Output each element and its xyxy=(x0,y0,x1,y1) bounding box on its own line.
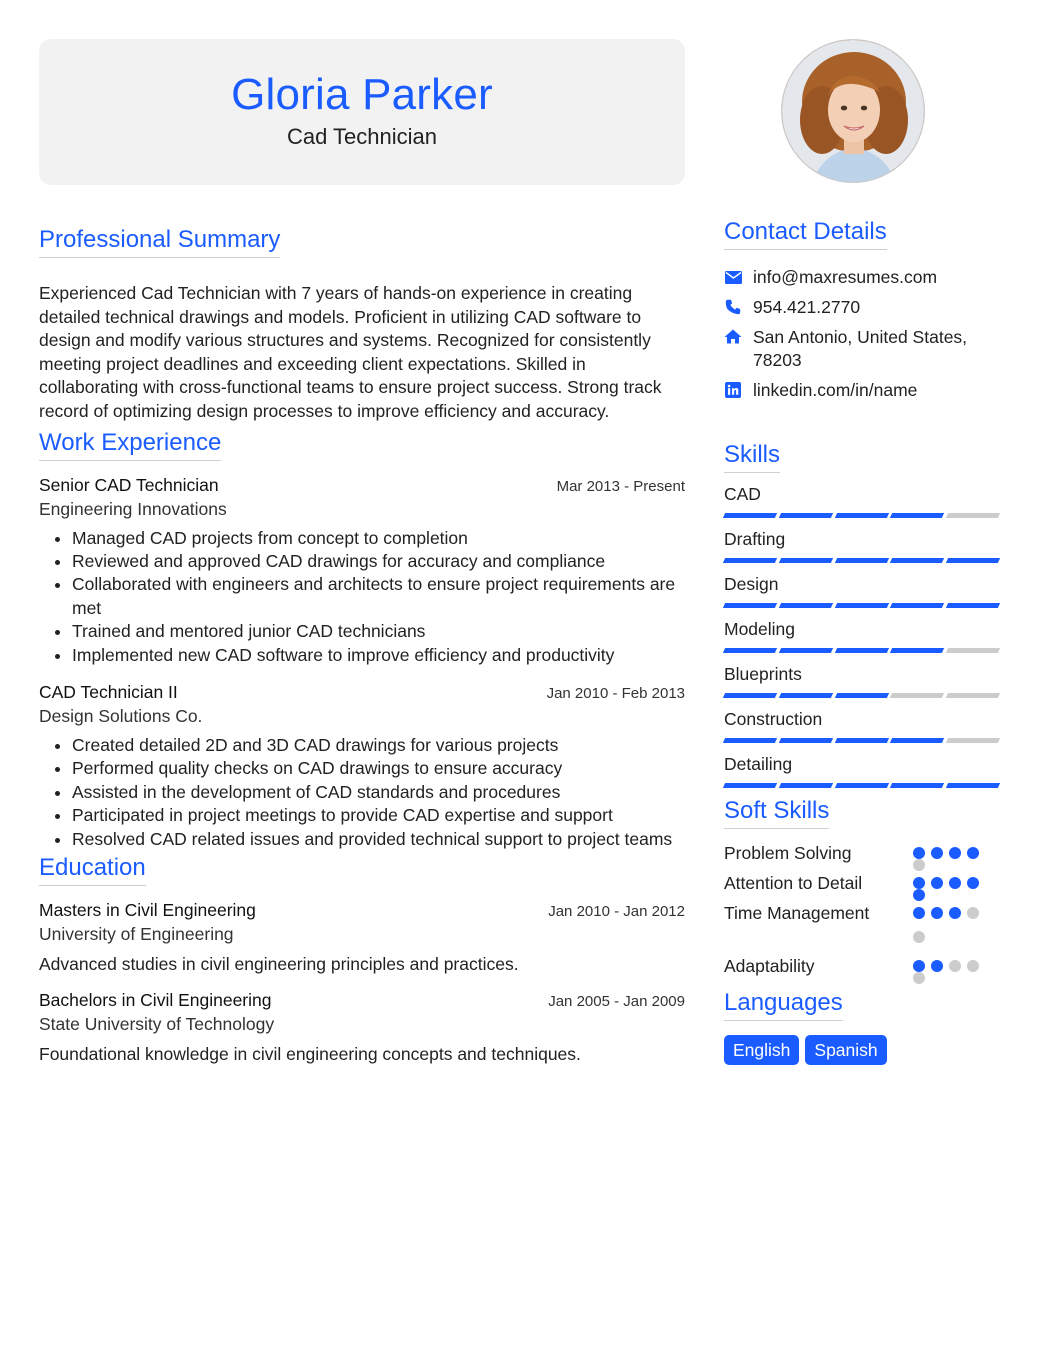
skill-level-segment xyxy=(723,558,777,563)
skill-level-segment xyxy=(779,558,833,563)
phone-icon xyxy=(724,298,742,316)
rating-dot xyxy=(949,907,961,919)
envelope-icon xyxy=(724,268,742,286)
languages-list xyxy=(724,1035,1004,1065)
job-date: Jan 2010 - Feb 2013 xyxy=(546,685,685,702)
skill-label: Modeling xyxy=(724,619,796,640)
skill-label: Drafting xyxy=(724,529,786,550)
skill-item xyxy=(724,707,1004,743)
soft-skill-label: Adaptability xyxy=(724,956,815,977)
skill-level-segment xyxy=(946,648,1000,653)
home-icon xyxy=(724,328,742,346)
main-column xyxy=(39,39,685,1066)
rating-dot xyxy=(913,907,925,919)
soft-skill-label: Problem Solving xyxy=(724,843,852,864)
skill-label: Construction xyxy=(724,709,823,730)
rating-dot xyxy=(931,877,943,889)
job-date: Mar 2013 - Present xyxy=(556,477,685,495)
work-heading: Work Experience xyxy=(39,428,221,461)
candidate-name: Gloria Parker xyxy=(231,70,493,119)
resume-header xyxy=(39,39,685,185)
rating-dot xyxy=(931,847,943,859)
skill-level-segment xyxy=(946,693,1000,698)
skill-item xyxy=(724,617,1004,653)
sidebar-column xyxy=(724,39,1004,1065)
contact-list xyxy=(724,266,1004,403)
job-bullets xyxy=(39,734,685,851)
skill-item xyxy=(724,572,1004,608)
skill-level-bar xyxy=(724,783,999,788)
skill-level-bar xyxy=(724,558,999,563)
skill-item xyxy=(724,527,1004,563)
soft-skills-list xyxy=(724,841,1004,984)
rating-dot xyxy=(967,907,979,919)
job-bullet: • Created detailed 2D and 3D CAD drawings for various projects xyxy=(72,734,685,757)
job-bullet: • Participated in project meetings to provide CAD expertise and support xyxy=(72,804,685,827)
job-bullet: • Trained and mentored junior CAD technicians xyxy=(72,620,685,643)
linkedin-icon xyxy=(724,381,742,399)
rating-dot xyxy=(913,972,925,984)
skill-level-bar xyxy=(724,738,999,743)
skill-level-segment xyxy=(779,693,833,698)
skill-level-segment xyxy=(946,738,1000,743)
education-entry xyxy=(39,898,685,976)
soft-skill-label: Time Management xyxy=(724,903,870,924)
skill-level-segment xyxy=(779,783,833,788)
job-bullets xyxy=(39,527,685,667)
soft-skill-item xyxy=(724,901,1004,954)
soft-skill-label: Attention to Detail xyxy=(724,873,863,894)
skill-level-segment xyxy=(834,603,888,608)
contact-linkedin[interactable] xyxy=(724,379,1004,402)
rating-dot xyxy=(913,960,925,972)
contact-email[interactable] xyxy=(724,266,1004,289)
job-bullet: • Collaborated with engineers and architects to ensure project requirements are met xyxy=(72,573,685,620)
skill-level-segment xyxy=(890,693,944,698)
profile-photo xyxy=(782,40,925,183)
contact-address xyxy=(724,326,1004,373)
skill-level-segment xyxy=(723,738,777,743)
skill-item xyxy=(724,752,1004,788)
contact-address-text: San Antonio, United States, 78203 xyxy=(753,326,968,371)
job-bullet: • Assisted in the development of CAD standards and procedures xyxy=(72,781,685,804)
summary-text: Experienced Cad Technician with 7 years of hands-on experience in creating detailed technical drawings and models. Proficient in utilizing CAD software to design and modify various structures and systems. Recognized for consistently meeting project deadlines and exceeding client expectations. Skilled in collaborating with cross-functional teams to ensure project success. Strong track record of optimizing design processes to improve efficiency and accuracy. xyxy=(39,283,662,421)
contact-phone[interactable] xyxy=(724,296,1004,319)
soft-skill-rating xyxy=(913,871,985,901)
candidate-title: Cad Technician xyxy=(286,124,438,149)
skill-level-segment xyxy=(946,558,1000,563)
skill-level-segment xyxy=(723,513,777,518)
rating-dot xyxy=(913,847,925,859)
avatar xyxy=(781,39,925,183)
rating-dot xyxy=(967,960,979,972)
skill-level-segment xyxy=(723,648,777,653)
job-role: Senior CAD Technician xyxy=(39,474,219,495)
education-description: Advanced studies in civil engineering principles and practices. xyxy=(39,954,519,975)
education-school: State University of Technology xyxy=(39,1014,275,1035)
skill-level-segment xyxy=(834,513,888,518)
rating-dot xyxy=(913,877,925,889)
skill-level-segment xyxy=(890,558,944,563)
education-heading: Education xyxy=(39,853,146,886)
skill-level-segment xyxy=(890,513,944,518)
skill-level-segment xyxy=(890,648,944,653)
skills-list xyxy=(724,482,1004,788)
soft-skill-item xyxy=(724,954,1004,984)
education-school: University of Engineering xyxy=(39,924,234,945)
skill-level-segment xyxy=(890,783,944,788)
skill-level-bar xyxy=(724,513,999,518)
soft-skill-rating xyxy=(913,841,985,871)
skill-level-segment xyxy=(834,783,888,788)
skill-level-segment xyxy=(946,513,1000,518)
skills-heading: Skills xyxy=(724,440,780,473)
skill-level-segment xyxy=(834,648,888,653)
rating-dot xyxy=(931,960,943,972)
job-company: Engineering Innovations xyxy=(39,498,227,519)
job-bullet: • Managed CAD projects from concept to completion xyxy=(72,527,685,550)
soft-skill-rating xyxy=(913,954,985,984)
contact-linkedin-text: linkedin.com/in/name xyxy=(753,380,918,401)
skill-level-bar xyxy=(724,603,999,608)
job-company: Design Solutions Co. xyxy=(39,706,203,726)
job-bullet: • Performed quality checks on CAD drawings to ensure accuracy xyxy=(72,757,685,780)
job-bullet: • Resolved CAD related issues and provided technical support to project teams xyxy=(72,828,685,851)
skill-level-segment xyxy=(946,783,1000,788)
education-entry xyxy=(39,988,685,1066)
education-degree: Masters in Civil Engineering xyxy=(39,900,256,921)
languages-heading: Languages xyxy=(724,988,843,1021)
skill-label: Blueprints xyxy=(724,664,802,685)
language-chip: English xyxy=(724,1035,799,1065)
skill-level-segment xyxy=(723,603,777,608)
skill-level-segment xyxy=(779,738,833,743)
contact-phone-text: 954.421.2770 xyxy=(753,296,861,317)
soft-skill-item xyxy=(724,841,1004,871)
rating-dot xyxy=(967,847,979,859)
rating-dot xyxy=(949,877,961,889)
language-chip: Spanish xyxy=(805,1035,886,1065)
rating-dot xyxy=(967,877,979,889)
education-degree: Bachelors in Civil Engineering xyxy=(39,990,272,1011)
soft-skill-item xyxy=(724,871,1004,901)
rating-dot xyxy=(949,960,961,972)
skill-item xyxy=(724,482,1004,518)
contact-email-text: info@maxresumes.com xyxy=(753,267,938,287)
education-date: Jan 2010 - Jan 2012 xyxy=(548,903,685,921)
education-description: Foundational knowledge in civil engineering concepts and techniques. xyxy=(39,1044,581,1065)
skill-level-bar xyxy=(724,648,999,653)
job-bullet: • Reviewed and approved CAD drawings for accuracy and compliance xyxy=(72,550,685,573)
rating-dot xyxy=(913,931,925,943)
skill-level-segment xyxy=(834,738,888,743)
contact-heading: Contact Details xyxy=(724,217,887,250)
skill-level-segment xyxy=(890,738,944,743)
summary-heading: Professional Summary xyxy=(39,225,280,258)
skill-level-segment xyxy=(779,648,833,653)
rating-dot xyxy=(949,847,961,859)
skill-level-segment xyxy=(890,603,944,608)
skill-level-segment xyxy=(779,603,833,608)
skill-level-segment xyxy=(723,693,777,698)
skill-level-bar xyxy=(724,693,999,698)
rating-dot xyxy=(913,889,925,901)
skill-level-segment xyxy=(779,513,833,518)
job-entry xyxy=(39,680,685,851)
skill-level-segment xyxy=(723,783,777,788)
skill-label: Design xyxy=(724,574,779,595)
skill-level-segment xyxy=(834,558,888,563)
education-date: Jan 2005 - Jan 2009 xyxy=(548,993,685,1011)
skill-label: Detailing xyxy=(724,754,793,775)
rating-dot xyxy=(913,859,925,871)
job-role: CAD Technician II xyxy=(39,682,178,702)
skill-item xyxy=(724,662,1004,698)
skill-label: CAD xyxy=(724,484,761,505)
job-entry xyxy=(39,473,685,667)
soft-skill-rating xyxy=(913,901,985,954)
rating-dot xyxy=(931,907,943,919)
soft-skills-heading: Soft Skills xyxy=(724,796,829,829)
skill-level-segment xyxy=(946,603,1000,608)
job-bullet: • Implemented new CAD software to improve efficiency and productivity xyxy=(72,644,685,667)
skill-level-segment xyxy=(834,693,888,698)
